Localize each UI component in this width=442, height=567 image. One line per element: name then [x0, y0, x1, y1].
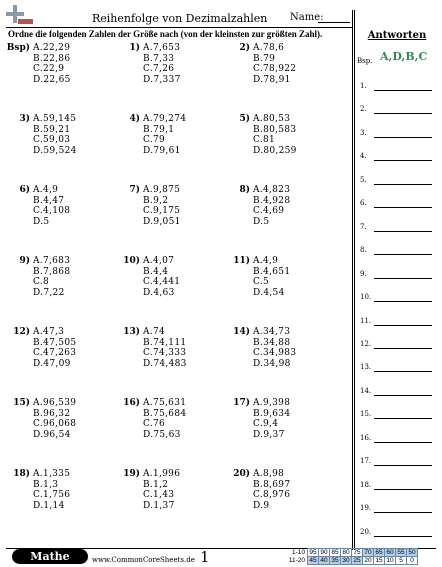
option: D.9,051: [143, 216, 181, 227]
option: A.7,683: [33, 256, 71, 266]
option: B.22,86: [33, 53, 71, 64]
answer-blank[interactable]: [374, 442, 432, 443]
option: B.7,33: [143, 53, 175, 64]
answer-number: 3.: [360, 128, 367, 137]
answer-blank[interactable]: [374, 278, 432, 279]
instructions: Ordne die folgenden Zahlen der Größe nach (von der kleinsten zur größten Zahl).: [8, 29, 323, 39]
score-cell: 30: [342, 557, 350, 564]
problem-options: [33, 256, 70, 298]
option: B.8,697: [253, 479, 291, 490]
answer-blank[interactable]: [374, 512, 432, 513]
answer-row[interactable]: [360, 220, 432, 232]
option: A.80,53: [253, 114, 291, 124]
answer-blank[interactable]: [374, 489, 432, 490]
score-cell: 60: [386, 549, 394, 556]
option: D.4,54: [253, 287, 285, 298]
option: D.78,91: [253, 74, 291, 85]
score-row-label: 11-20: [288, 557, 305, 564]
option: B.4,651: [253, 266, 291, 277]
problem-options: [33, 398, 76, 440]
answer-blank[interactable]: [374, 113, 432, 114]
site-url: www.CommonCoreSheets.de: [92, 556, 195, 564]
answer-number: 11.: [360, 316, 372, 325]
option: C.5: [253, 277, 270, 288]
option: B.59,21: [33, 124, 71, 135]
answer-row[interactable]: [360, 454, 432, 466]
option: B.79,1: [143, 124, 175, 135]
option: B.47,505: [33, 337, 77, 348]
option: C.34,983: [253, 348, 297, 359]
score-cell: 45: [309, 557, 317, 564]
problem-number: 5): [239, 114, 250, 124]
problem-options: [253, 398, 290, 440]
option: C.1,43: [143, 490, 175, 501]
option: A.9,398: [253, 398, 291, 408]
answer-blank[interactable]: [374, 160, 432, 161]
option: B.4,928: [253, 195, 291, 206]
option: D.1,37: [143, 500, 175, 511]
option: C.1,756: [33, 490, 71, 501]
option: C.4,108: [33, 206, 71, 217]
answer-row[interactable]: [360, 337, 432, 349]
option: D.4,63: [143, 287, 175, 298]
answer-number: 8.: [360, 246, 367, 255]
option: A.1,996: [143, 469, 181, 479]
problem-number: 2): [239, 43, 250, 53]
option: B.7,868: [33, 266, 71, 277]
name-label: Name:: [290, 12, 324, 23]
answer-number: 16.: [360, 433, 372, 442]
answer-number: 6.: [360, 199, 367, 208]
score-cell: 25: [353, 557, 361, 564]
option: B.1,2: [143, 479, 169, 490]
problem-options: [143, 114, 186, 156]
answer-number: 14.: [360, 386, 372, 395]
problem-number: 3): [19, 114, 30, 124]
answer-number: 17.: [360, 457, 372, 466]
header-divider: [6, 27, 352, 28]
option: C.96,068: [33, 419, 77, 430]
problem-number: 20): [233, 469, 250, 479]
option: B.75,684: [143, 408, 187, 419]
option: A.9,875: [143, 185, 181, 195]
option: B.4,4: [143, 266, 169, 277]
answer-number: 7.: [360, 222, 367, 231]
problem-number: 19): [123, 469, 140, 479]
answer-number: 5.: [360, 175, 367, 184]
option: D.9,37: [253, 429, 285, 440]
problem-number: 17): [233, 398, 250, 408]
answer-row[interactable]: [360, 79, 432, 91]
answer-number: 20.: [360, 527, 372, 536]
problem-options: [33, 43, 71, 85]
problem-number: 6): [19, 185, 30, 195]
option: C.7,26: [143, 64, 175, 75]
score-cell: 85: [331, 549, 339, 556]
option: D.7,337: [143, 74, 181, 85]
option: A.96,539: [33, 398, 77, 408]
answer-blank[interactable]: [374, 536, 432, 537]
answer-row[interactable]: [360, 196, 432, 208]
option: A.47,3: [33, 327, 65, 337]
answer-blank[interactable]: [374, 301, 432, 302]
answer-row[interactable]: [360, 126, 432, 138]
score-row: [287, 549, 418, 557]
option: D.74,483: [143, 358, 187, 369]
problem-options: [143, 398, 186, 440]
option: C.22,9: [33, 64, 65, 75]
option: C.4,441: [143, 277, 181, 288]
answer-number: 1.: [360, 82, 367, 90]
problem-number: 9): [19, 256, 30, 266]
problem-options: [143, 43, 181, 85]
problem-number: 16): [123, 398, 140, 408]
option: B.9,634: [253, 408, 291, 419]
answer-row[interactable]: [360, 173, 432, 185]
option: C.8,976: [253, 490, 291, 501]
option: D.22,65: [33, 74, 71, 85]
option: C.47,263: [33, 348, 77, 359]
option: B.34,88: [253, 337, 291, 348]
problem-options: [253, 114, 297, 156]
option: A.75,631: [143, 398, 187, 408]
answer-blank[interactable]: [374, 231, 432, 232]
option: A.59,145: [33, 114, 77, 124]
problem-number: 8): [239, 185, 250, 195]
option: D.75,63: [143, 429, 181, 440]
option: C.8: [33, 277, 50, 288]
answer-blank[interactable]: [374, 465, 432, 466]
option: C.9,175: [143, 206, 181, 217]
answer-blank[interactable]: [374, 254, 432, 255]
answer-row[interactable]: [360, 267, 432, 279]
problem-options: [143, 327, 187, 369]
logo-icon: [4, 4, 34, 26]
option: A.79,274: [143, 114, 187, 124]
problem-options: [33, 327, 76, 369]
problem-options: [33, 185, 70, 227]
option: D.1,14: [33, 500, 65, 511]
answers-heading: Antworten: [367, 30, 427, 41]
answer-row[interactable]: [360, 525, 432, 537]
option: C.4,69: [253, 206, 285, 217]
score-cell: 0: [407, 557, 418, 565]
option: D.79,61: [143, 145, 181, 156]
answer-number: 18.: [360, 480, 372, 489]
answer-row[interactable]: [360, 290, 432, 302]
answer-blank[interactable]: [374, 207, 432, 208]
option: C.59,03: [33, 135, 71, 146]
problem-number: Bsp): [6, 43, 30, 53]
score-cell: 75: [353, 549, 361, 556]
score-cell: 65: [375, 549, 383, 556]
option: A.1,335: [33, 469, 71, 479]
problem-number: 13): [123, 327, 140, 337]
example-answer-value: A,D,B,C: [380, 50, 428, 63]
option: A.34,73: [253, 327, 291, 337]
answer-blank[interactable]: [374, 371, 432, 372]
answer-blank[interactable]: [374, 90, 432, 91]
score-cell: 10: [386, 557, 394, 564]
score-row-label: 1-10: [291, 549, 305, 556]
problem-options: [143, 256, 180, 298]
answer-blank[interactable]: [374, 348, 432, 349]
option: A.4,9: [33, 185, 59, 195]
answer-row[interactable]: [360, 384, 432, 396]
score-cell: 90: [320, 549, 328, 556]
answer-number: 10.: [360, 293, 372, 302]
score-cell: 5: [396, 557, 407, 565]
answer-number: 4.: [360, 152, 367, 161]
option: C.74,333: [143, 348, 187, 359]
option: D.59,524: [33, 145, 77, 156]
problem-options: [253, 256, 290, 298]
option: A.22,29: [33, 43, 71, 53]
page-number: 1: [200, 548, 210, 566]
option: D.96,54: [33, 429, 71, 440]
option: A.4,9: [253, 256, 279, 266]
problem-options: [143, 185, 181, 227]
answer-number: 13.: [360, 363, 372, 372]
answer-row[interactable]: [360, 314, 432, 326]
option: B.74,111: [143, 337, 187, 348]
answer-blank[interactable]: [374, 137, 432, 138]
score-row: [287, 557, 418, 565]
answer-column-divider: [352, 10, 355, 550]
option: C.78,922: [253, 64, 297, 75]
problem-number: 15): [13, 398, 30, 408]
answer-row[interactable]: [360, 243, 432, 255]
option: B.79: [253, 53, 276, 64]
option: D.80,259: [253, 145, 297, 156]
score-cell: 55: [397, 549, 405, 556]
name-field-line[interactable]: [318, 22, 350, 23]
problem-options: [253, 185, 290, 227]
option: B.80,583: [253, 124, 297, 135]
score-cell: 15: [375, 557, 383, 564]
option: B.1,3: [33, 479, 59, 490]
score-cell: 20: [364, 557, 372, 564]
problem-options: [33, 469, 70, 511]
example-answer-label: Bsp.: [357, 57, 373, 65]
option: B.9,2: [143, 195, 169, 206]
answer-row[interactable]: [360, 478, 432, 490]
problem-number: 10): [123, 256, 140, 266]
score-cell: 50: [408, 549, 416, 556]
problem-options: [33, 114, 77, 156]
answer-number: 15.: [360, 410, 372, 419]
problem-number: 4): [129, 114, 140, 124]
answer-row[interactable]: [360, 501, 432, 513]
answer-row[interactable]: [360, 360, 432, 372]
problem-number: 11): [233, 256, 250, 266]
answer-row[interactable]: [360, 407, 432, 419]
option: A.8,98: [253, 469, 285, 479]
problem-number: 7): [129, 185, 140, 195]
score-cell: 35: [331, 557, 339, 564]
option: A.4,07: [143, 256, 175, 266]
answer-row[interactable]: [360, 431, 432, 443]
option: C.76: [143, 419, 166, 430]
option: A.4,823: [253, 185, 291, 195]
subject-badge: Mathe: [12, 549, 88, 564]
option: B.96,32: [33, 408, 71, 419]
problem-options: [143, 469, 180, 511]
problem-number: 14): [233, 327, 250, 337]
option: C.81: [253, 135, 276, 146]
problem-options: [253, 43, 296, 85]
score-cell: 80: [342, 549, 350, 556]
answer-number: 12.: [360, 339, 372, 348]
option: A.74: [143, 327, 166, 337]
option: C.9,4: [253, 419, 279, 430]
option: D.9: [253, 500, 270, 511]
answer-row[interactable]: [360, 102, 432, 114]
option: D.5: [253, 216, 270, 227]
option: A.7,653: [143, 43, 181, 53]
option: C.79: [143, 135, 166, 146]
problem-number: 18): [13, 469, 30, 479]
option: D.47,09: [33, 358, 71, 369]
answer-blank[interactable]: [374, 418, 432, 419]
answer-blank[interactable]: [374, 184, 432, 185]
option: B.4,47: [33, 195, 65, 206]
problem-options: [253, 469, 290, 511]
answer-row[interactable]: [360, 149, 432, 161]
answer-number: 19.: [360, 504, 372, 513]
answer-blank[interactable]: [374, 325, 432, 326]
problem-number: 12): [13, 327, 30, 337]
score-cell: 70: [364, 549, 372, 556]
worksheet-title: Reihenfolge von Dezimalzahlen: [92, 12, 268, 25]
answer-blank[interactable]: [374, 395, 432, 396]
problem-options: [253, 327, 296, 369]
option: D.34,98: [253, 358, 291, 369]
option: A.78,6: [253, 43, 285, 53]
score-table: [287, 548, 418, 565]
answer-number: 2.: [360, 105, 367, 114]
option: D.7,22: [33, 287, 65, 298]
problem-number: 1): [129, 43, 140, 53]
option: D.5: [33, 216, 50, 227]
score-cell: 40: [320, 557, 328, 564]
answer-number: 9.: [360, 269, 367, 278]
score-cell: 95: [309, 549, 317, 556]
